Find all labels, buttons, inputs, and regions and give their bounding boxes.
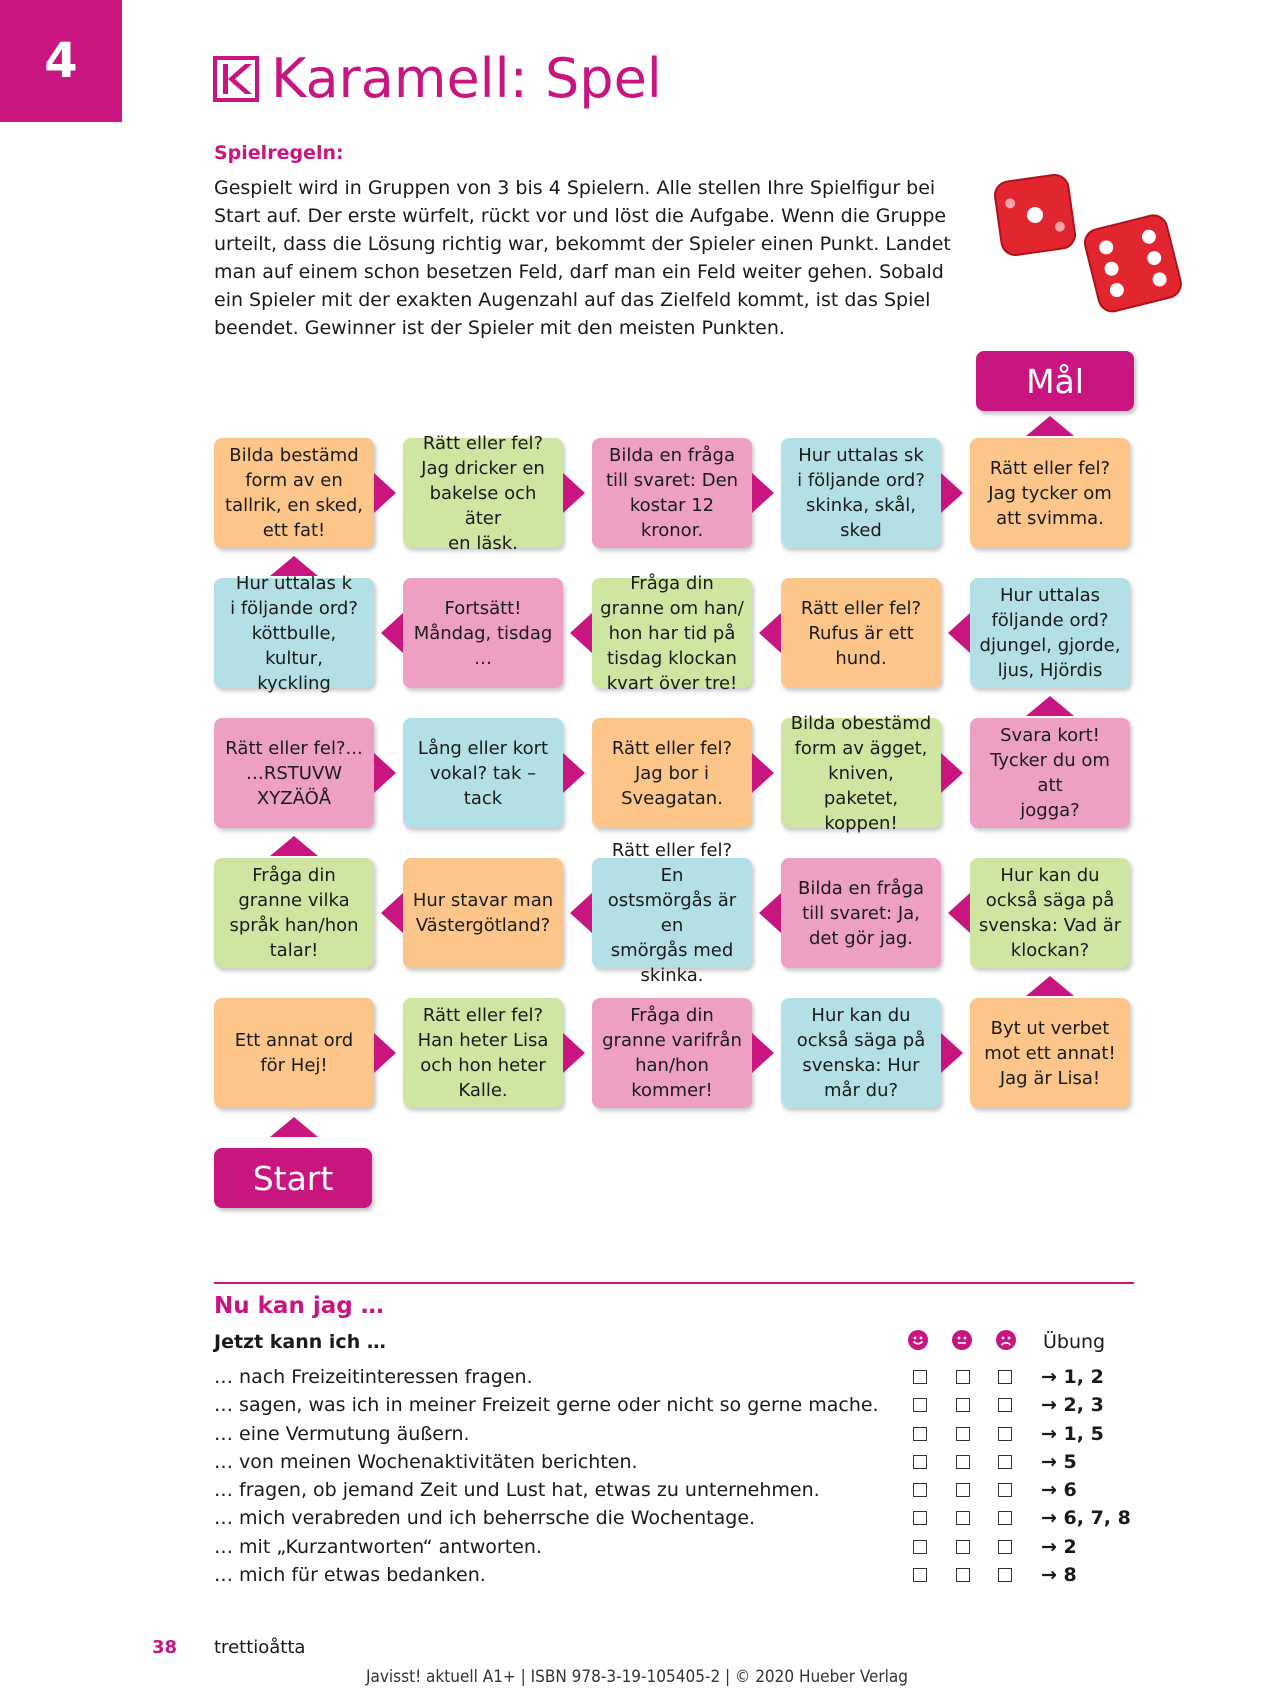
checkbox-happy[interactable]	[913, 1455, 927, 1469]
arrow-left-icon	[570, 893, 592, 933]
chapter-number: 4	[44, 33, 78, 89]
board-field-line: Rufus är ett	[808, 622, 914, 644]
self-assessment-checklist	[214, 1363, 1134, 1589]
checkbox-happy[interactable]	[913, 1568, 927, 1582]
board-field-line: Svara kort!	[1000, 725, 1100, 746]
checkbox-happy[interactable]	[913, 1483, 927, 1497]
board-field-text	[988, 456, 1112, 531]
arrow-left-icon	[381, 893, 403, 933]
board-field-line: klockan?	[1010, 940, 1090, 961]
board-field-text	[984, 1016, 1115, 1091]
board-field	[403, 578, 563, 688]
board-field	[592, 718, 752, 828]
board-field	[403, 432, 563, 554]
board-field-text	[411, 431, 555, 556]
board-field-line: Bilda en fråga	[609, 445, 735, 466]
board-field-line: Jag tycker om	[988, 482, 1112, 504]
checklist-item-text: … sagen, was ich in meiner Freizeit gerne oder nicht so gerne mache.	[214, 1394, 879, 1417]
board-field-line: hon har tid på	[608, 622, 736, 644]
board-field-line: Han heter Lisa	[417, 1030, 549, 1051]
board-field-line: mår du?	[823, 1080, 899, 1101]
uebung-label: Übung	[1043, 1331, 1106, 1353]
board-field-line: Tycker du om att	[990, 750, 1110, 796]
board-field-line: Fortsätt!	[444, 597, 522, 619]
board-field-line: granne vilka	[238, 890, 350, 911]
board-field-text	[413, 888, 553, 938]
board-field-text	[978, 723, 1122, 823]
sad-face-icon	[996, 1330, 1016, 1350]
board-field	[781, 998, 941, 1108]
exercise-reference: → 2, 3	[1041, 1394, 1104, 1417]
checkbox-happy[interactable]	[913, 1398, 927, 1412]
board-field-line: ett fat!	[262, 520, 326, 541]
board-field-line: Bilda en fråga	[798, 877, 924, 899]
board-field-line: djungel, gjorde,	[979, 635, 1121, 656]
board-field	[403, 998, 563, 1108]
board-field-line: XYZÄÖÅ	[256, 787, 332, 809]
board-field	[214, 572, 374, 694]
board-field-line: Jag är Lisa!	[999, 1067, 1101, 1089]
board-field-line: Bilda bestämd	[229, 445, 359, 466]
board-field-line: Måndag, tisdag	[413, 622, 553, 644]
arrow-up-icon	[1026, 976, 1074, 996]
board-field-text	[418, 1003, 549, 1103]
board-field-line: hund.	[835, 647, 887, 669]
arrow-right-icon	[374, 1033, 396, 1073]
arrow-left-icon	[759, 613, 781, 653]
board-field	[214, 858, 374, 968]
board-field-line: svenska: Vad är	[978, 915, 1122, 936]
board-field-line: Västergötland?	[415, 915, 551, 936]
board-field-line: Jag dricker en	[421, 457, 545, 479]
board-field-line: Rätt eller fel? En	[611, 840, 733, 886]
board-field-text	[411, 736, 555, 811]
board-field-line: kommer!	[631, 1080, 713, 1101]
board-field	[403, 858, 563, 968]
board-field-line: granne varifrån	[602, 1030, 742, 1051]
page-number: 38	[152, 1637, 178, 1658]
board-field	[592, 998, 752, 1108]
page-number-word: trettioåtta	[214, 1637, 306, 1658]
arrow-right-icon	[941, 753, 963, 793]
board-field-text	[798, 876, 924, 951]
board-field-line: Hur stavar man	[412, 890, 554, 911]
board-field-line: Rätt eller fel?	[422, 1005, 544, 1026]
board-field-line: Jag bor i	[634, 762, 710, 784]
board-field-text	[229, 863, 358, 963]
board-field	[970, 858, 1130, 968]
board-field-line: en läsk.	[448, 532, 518, 554]
checklist-item	[214, 1504, 1134, 1532]
checklist-item-text: … von meinen Wochenaktivitäten berichten.	[214, 1450, 638, 1473]
checkbox-neutral[interactable]	[956, 1540, 970, 1554]
board-field-text	[980, 583, 1121, 683]
arrow-right-icon	[374, 753, 396, 793]
board-field-line: Rätt eller fel?...	[225, 737, 363, 759]
checkbox-happy[interactable]	[913, 1540, 927, 1554]
exercise-reference: → 5	[1041, 1450, 1077, 1473]
checkbox-sad[interactable]	[998, 1511, 1012, 1525]
exercise-reference: → 1, 2	[1041, 1366, 1104, 1388]
checklist-item	[214, 1363, 1134, 1391]
board-field-line: Fråga din	[630, 572, 714, 594]
board-field-line: …RSTUVW	[245, 762, 343, 784]
rules-heading: Spielregeln:	[214, 142, 344, 164]
board-field-line: form av en	[245, 470, 343, 491]
checkbox-happy[interactable]	[913, 1511, 927, 1525]
checklist-item-text: … mich für etwas bedanken.	[214, 1564, 486, 1587]
nu-kan-jag-subheading: Jetzt kann ich …	[214, 1331, 386, 1353]
board-field-line: Rätt eller fel?	[989, 457, 1111, 479]
checklist-item	[214, 1533, 1134, 1561]
board-field	[214, 998, 374, 1108]
board-field-text	[225, 443, 363, 543]
board-field-line: koppen!	[824, 812, 898, 834]
arrow-up-icon	[1026, 696, 1074, 716]
board-field-line: skinka, skål, sked	[805, 495, 917, 541]
board-field-text	[600, 571, 744, 696]
rules-text: Gespielt wird in Gruppen von 3 bis 4 Spielern. Alle stellen Ihre Spielfigur bei Start auf. Der erste würfelt, rückt vor und löst die Aufgabe. Wenn die Gruppe urteilt, dass die Lösung richtig war, bekommt der Spieler einen Punkt. Landet man auf einem schon besetzen Feld, darf man ein Feld weiter gehen. Sobald ein Spieler mit der exakten Augenzahl auf das Zielfeld kommt, ist das Spiel beendet. Gewinner ist der Spieler mit den meisten Punkten.	[214, 177, 951, 339]
board-field-line: talar!	[269, 940, 319, 961]
board-field-line: Rätt eller fel?	[800, 597, 922, 619]
exercise-reference: → 1, 5	[1041, 1422, 1104, 1445]
board-field-text	[225, 736, 362, 811]
board-field-line: kvart över tre!	[606, 672, 738, 694]
board-field	[214, 718, 374, 828]
goal-field: Mål	[976, 351, 1134, 411]
arrow-right-icon	[941, 1033, 963, 1073]
checklist-item	[214, 1561, 1134, 1589]
board-field-text	[235, 1028, 353, 1078]
board-field-line: han/hon	[635, 1055, 709, 1076]
checkbox-sad[interactable]	[998, 1370, 1012, 1384]
board-field-line: Hur kan du	[1000, 865, 1100, 886]
board-field-line: skinka.	[640, 965, 704, 986]
arrow-left-icon	[570, 613, 592, 653]
checkbox-neutral[interactable]	[956, 1398, 970, 1412]
checkbox-sad[interactable]	[998, 1427, 1012, 1441]
board-field-line: Fråga din	[252, 865, 336, 886]
board-field-line: följande ord?	[991, 610, 1109, 631]
checkbox-sad[interactable]	[998, 1540, 1012, 1554]
board-field-line: och hon heter	[420, 1055, 546, 1076]
board-field-text	[600, 838, 744, 988]
board-field-line: tallrik, en sked,	[225, 495, 363, 516]
board-field-line: Kalle.	[458, 1080, 508, 1101]
board-field-line: Rätt eller fel?	[422, 432, 544, 454]
checkbox-neutral[interactable]	[956, 1483, 970, 1497]
footer-publisher-info: Javisst! aktuell A1+ | ISBN 978-3-19-105405-2 | © 2020 Hueber Verlag	[365, 1667, 909, 1687]
checkbox-sad[interactable]	[998, 1483, 1012, 1497]
board-field-line: Hur uttalas	[999, 585, 1101, 606]
arrow-up-icon	[270, 1117, 318, 1137]
board-field-line: granne om han/	[600, 597, 744, 619]
board-field-line: det gör jag.	[808, 927, 914, 949]
board-field-line: i följande ord?	[797, 470, 925, 491]
board-field	[403, 718, 563, 828]
board-field-line: Rätt eller fel?	[611, 737, 733, 759]
board-field-line: svenska: Hur	[802, 1055, 920, 1076]
board-field-line: till svaret: Den	[605, 470, 739, 491]
arrow-right-icon	[563, 753, 585, 793]
board-field	[970, 578, 1130, 688]
board-field-line: vokal? tak – tack	[429, 762, 537, 809]
board-field-text	[612, 736, 732, 811]
checkbox-happy[interactable]	[913, 1370, 927, 1384]
checkbox-neutral[interactable]	[956, 1370, 970, 1384]
board-field-text	[600, 443, 744, 543]
board-field-text	[789, 443, 933, 543]
board-field-text	[801, 596, 921, 671]
board-field-line: ljus, Hjördis	[997, 660, 1103, 681]
board-field-line: Fråga din	[630, 1005, 714, 1026]
checkbox-happy[interactable]	[913, 1427, 927, 1441]
checklist-item	[214, 1391, 1134, 1419]
board-field-line: Hur uttalas k	[235, 572, 353, 594]
board-field-line: Hur uttalas sk	[798, 445, 924, 466]
checkbox-neutral[interactable]	[956, 1568, 970, 1582]
board-field	[592, 572, 752, 694]
board-field-line: jogga?	[1020, 800, 1080, 821]
board-field-line: Sveagatan.	[621, 787, 723, 809]
board-field-line: också säga på	[985, 890, 1115, 911]
arrow-up-icon	[1026, 416, 1074, 436]
board-field	[592, 438, 752, 548]
checklist-item-text: … mich verabreden und ich beherrsche die Wochentage.	[214, 1507, 756, 1530]
board-field-text	[789, 711, 933, 836]
board-field-text	[797, 1003, 926, 1103]
checklist-item-text: … eine Vermutung äußern.	[214, 1422, 470, 1445]
checklist-item	[214, 1476, 1134, 1504]
exercise-reference: → 8	[1041, 1564, 1077, 1587]
board-field-text	[414, 596, 553, 671]
checklist-item-text: … fragen, ob jemand Zeit und Lust hat, etwas zu unternehmen.	[214, 1479, 820, 1502]
nu-kan-jag-heading: Nu kan jag …	[214, 1293, 384, 1319]
board-field	[781, 712, 941, 834]
exercise-reference: → 2	[1041, 1535, 1077, 1558]
board-field-line: mot ett annat!	[984, 1042, 1116, 1064]
arrow-left-icon	[381, 613, 403, 653]
board-field-text	[222, 571, 366, 696]
board-field-line: kniven, paketet,	[823, 762, 899, 809]
board-field-line: tisdag klockan	[607, 647, 737, 669]
checklist-item	[214, 1448, 1134, 1476]
board-field	[781, 858, 941, 968]
board-field-line: köttbulle, kultur,	[251, 622, 337, 669]
board-field-line: smörgås med	[610, 940, 734, 961]
board-field-line: till svaret: Ja,	[802, 902, 920, 924]
checklist-item-text: … mit „Kurzantworten“ antworten.	[214, 1535, 542, 1558]
board-field	[214, 438, 374, 548]
self-assessment-faces	[908, 1330, 1016, 1350]
checklist-item	[214, 1420, 1134, 1448]
board-field-line: kostar 12 kronor.	[629, 495, 715, 541]
board-field-line: Lång eller kort	[417, 737, 549, 759]
exercise-reference: → 6	[1041, 1479, 1077, 1502]
board-field-text	[602, 1003, 742, 1103]
checkbox-neutral[interactable]	[956, 1427, 970, 1441]
arrow-up-icon	[270, 556, 318, 576]
arrow-right-icon	[941, 473, 963, 513]
board-field-line: att svimma.	[996, 507, 1104, 529]
board-field-line: språk han/hon	[229, 915, 359, 936]
arrow-right-icon	[374, 473, 396, 513]
arrow-right-icon	[752, 1033, 774, 1073]
page-title: Karamell: Spel	[271, 47, 662, 110]
neutral-face-icon	[952, 1330, 972, 1350]
board-field-line: kyckling	[257, 672, 331, 694]
arrow-left-icon	[759, 893, 781, 933]
checklist-item-text: … nach Freizeitinteressen fragen.	[214, 1366, 533, 1388]
board-field-line: för Hej!	[260, 1055, 328, 1076]
checkbox-sad[interactable]	[998, 1455, 1012, 1469]
happy-face-icon	[908, 1330, 928, 1350]
board-field-line: form av ägget,	[794, 737, 928, 759]
board-field	[592, 840, 752, 986]
board-field	[970, 438, 1130, 548]
board-field	[781, 438, 941, 548]
arrow-right-icon	[563, 1033, 585, 1073]
arrow-left-icon	[948, 613, 970, 653]
board-field-line: …	[474, 647, 492, 669]
board-field-line: Byt ut verbet	[990, 1017, 1110, 1039]
board-field-line: i följande ord?	[230, 597, 358, 619]
arrow-right-icon	[563, 473, 585, 513]
board-field-line: ostsmörgås är en	[607, 890, 737, 936]
arrow-up-icon	[270, 836, 318, 856]
board-field-line: också säga på	[796, 1030, 926, 1051]
arrow-right-icon	[752, 753, 774, 793]
checkbox-neutral[interactable]	[956, 1511, 970, 1525]
board-field	[970, 998, 1130, 1108]
exercise-reference: → 6, 7, 8	[1041, 1507, 1131, 1530]
start-field: Start	[214, 1148, 372, 1208]
checkbox-sad[interactable]	[998, 1568, 1012, 1582]
board-field	[970, 718, 1130, 828]
section-divider	[214, 1282, 1134, 1284]
board-field-line: Ett annat ord	[234, 1030, 354, 1051]
board-field-line: Hur kan du	[811, 1005, 911, 1026]
arrow-right-icon	[752, 473, 774, 513]
board-field-text	[979, 863, 1121, 963]
checkbox-neutral[interactable]	[956, 1455, 970, 1469]
board-field-line: bakelse och äter	[429, 482, 537, 529]
board-field-line: Bilda obestämd	[790, 712, 932, 734]
board-field	[781, 578, 941, 688]
checkbox-sad[interactable]	[998, 1398, 1012, 1412]
arrow-left-icon	[948, 893, 970, 933]
